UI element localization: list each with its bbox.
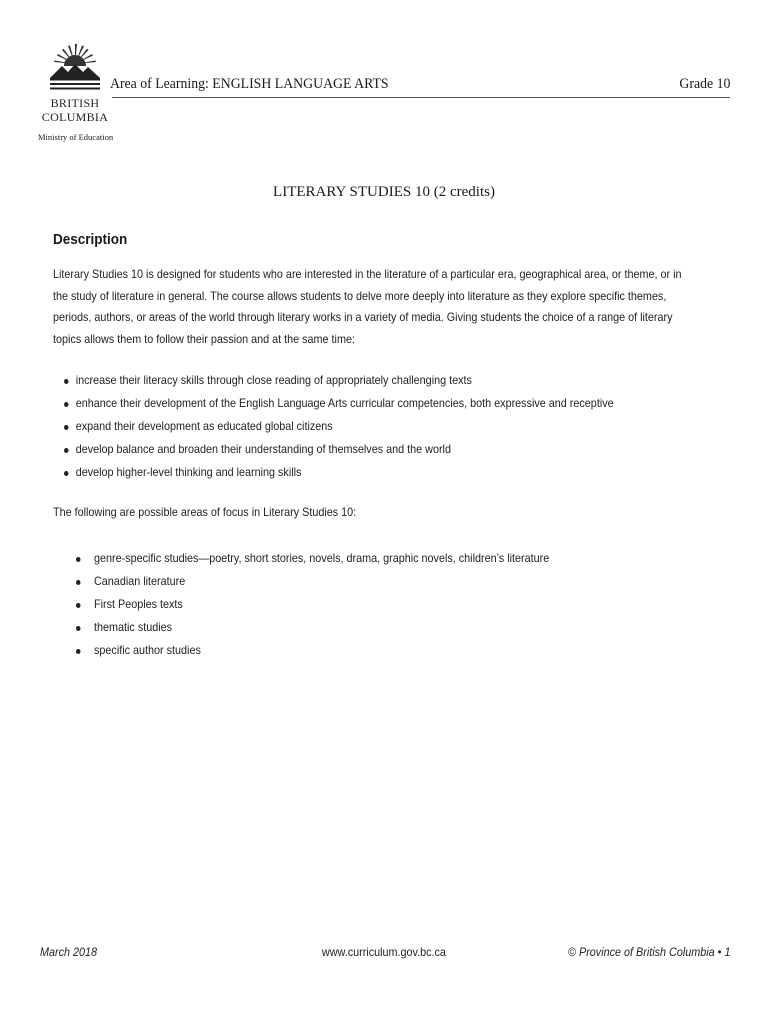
footer-date: March 2018 <box>40 945 98 959</box>
header-divider <box>112 97 730 98</box>
list-item: expand their development as educated global citizens <box>64 415 694 438</box>
focus-list <box>76 547 661 662</box>
list-item: specific author studies <box>76 639 661 662</box>
area-of-learning: Area of Learning: ENGLISH LANGUAGE ARTS <box>110 76 389 92</box>
footer-url[interactable]: www.curriculum.gov.bc.ca <box>321 945 447 959</box>
course-title: LITERARY STUDIES 10 (2 credits) <box>273 184 495 200</box>
grade-label: Grade 10 <box>679 76 730 92</box>
sun-mountain-logo-icon <box>50 42 100 94</box>
logo-line1: BRITISH <box>50 96 100 110</box>
list-item: Canadian literature <box>76 570 661 593</box>
bc-logo <box>38 42 112 146</box>
list-item: genre-specific studies—poetry, short stories, novels, drama, graphic novels, children’s literature <box>76 547 661 570</box>
description-heading: Description <box>53 231 128 248</box>
footer-copyright: © Province of British Columbia • 1 <box>567 945 730 959</box>
list-item: develop higher-level thinking and learning skills <box>64 461 694 484</box>
focus-intro: The following are possible areas of focus in Literary Studies 10: <box>53 505 357 519</box>
list-item: increase their literacy skills through close reading of appropriately challenging texts <box>64 369 694 392</box>
list-item: First Peoples texts <box>76 593 661 616</box>
list-item: develop balance and broaden their understanding of themselves and the world <box>64 438 694 461</box>
logo-line2: COLUMBIA <box>41 110 109 124</box>
description-paragraph: Literary Studies 10 is designed for students who are interested in the literature of a particular era, geographical area, or theme, or in the study of literature in general. The course allows students to delve more deeply into literature as they explore specific themes, periods, authors, or areas of the world through literary works in a variety of media. Giving students the choice of a range of literary topics allows them to follow their passion and at the same time: <box>53 267 682 346</box>
list-item: thematic studies <box>76 616 661 639</box>
list-item: enhance their development of the English Language Arts curricular competencies, both expressive and receptive <box>64 392 694 415</box>
goals-list <box>64 369 694 484</box>
ministry-label: Ministry of Education <box>38 132 114 142</box>
